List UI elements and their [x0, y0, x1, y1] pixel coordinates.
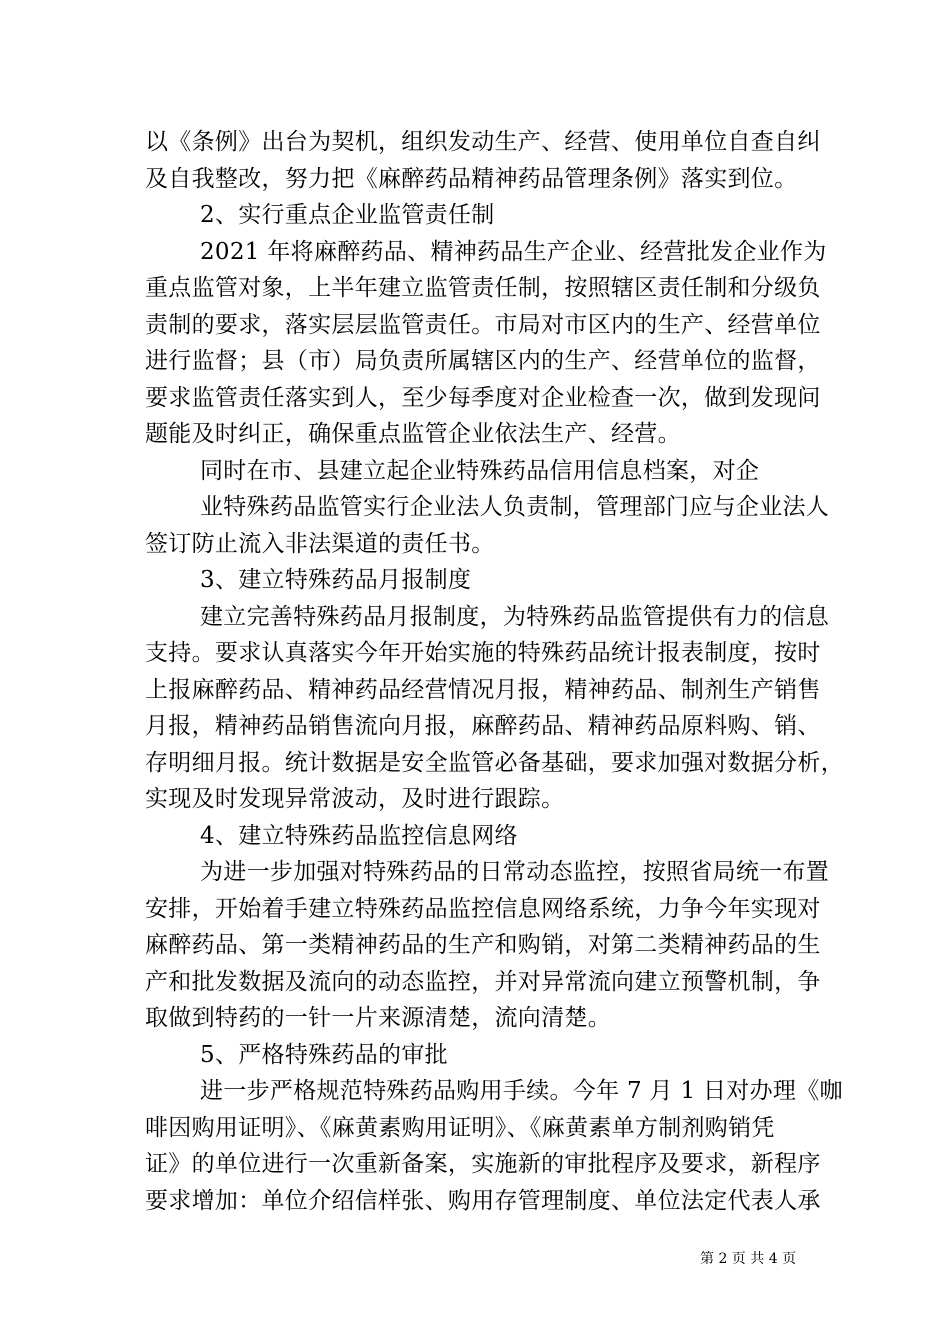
text-line: 业特殊药品监管实行企业法人负责制，管理部门应与企业法人: [200, 494, 830, 520]
section-heading: 2、实行重点企业监管责任制: [200, 202, 495, 228]
text-line: 支持。要求认真落实今年开始实施的特殊药品统计报表制度，按时: [145, 640, 821, 666]
text-line: 存明细月报。统计数据是安全监管必备基础，要求加强对数据分析，: [145, 749, 844, 776]
text-line: 题能及时纠正，确保重点监管企业依法生产、经营。: [145, 421, 681, 447]
text-line: 实现及时发现异常波动，及时进行跟踪。: [145, 786, 565, 812]
text-line: 重点监管对象，上半年建立监管责任制，按照辖区责任制和分级负: [145, 275, 821, 301]
page-number-footer: 第 2 页 共 4 页: [700, 1251, 797, 1267]
text-line: 产和批发数据及流向的动态监控，并对异常流向建立预警机制，争: [145, 968, 821, 995]
text-line: 为进一步加强对特殊药品的日常动态监控，按照省局统一布置: [200, 859, 830, 885]
text-line: 进行监督；县（市）局负责所属辖区内的生产、经营单位的监督，: [145, 348, 821, 374]
section-heading: 3、建立特殊药品月报制度: [200, 567, 472, 593]
text-line: 及自我整改，努力把《麻醉药品精神药品管理条例》落实到位。: [145, 165, 798, 192]
text-line: 啡因购用证明》、《麻黄素购用证明》、《麻黄素单方制剂购销凭: [145, 1114, 775, 1141]
text-line: 责制的要求，落实层层监管责任。市局对市区内的生产、经营单位: [145, 311, 821, 338]
body-text: [145, 124, 844, 1219]
section-heading: 4、建立特殊药品监控信息网络: [200, 822, 518, 849]
text-line: 证》的单位进行一次重新备案，实施新的审批程序及要求，新程序: [145, 1151, 821, 1177]
text-line: 月报，精神药品销售流向月报，麻醉药品、精神药品原料购、销、: [145, 713, 821, 739]
text-line: 取做到特药的一针一片来源清楚，流向清楚。: [145, 1005, 611, 1031]
text-line: 同时在市、县建立起企业特殊药品信用信息档案，对企: [200, 457, 760, 484]
text-line: 要求监管责任落实到人，至少每季度对企业检查一次，做到发现问: [145, 384, 821, 411]
text-line: 进一步严格规范特殊药品购用手续。今年 7 月 1 日对办理《咖: [200, 1078, 843, 1104]
text-line: 安排，开始着手建立特殊药品监控信息网络系统，力争今年实现对: [145, 895, 821, 922]
text-line: 要求增加：单位介绍信样张、购用存管理制度、单位法定代表人承: [145, 1187, 821, 1214]
text-line: 签订防止流入非法渠道的责任书。: [145, 530, 495, 557]
text-line: 建立完善特殊药品月报制度，为特殊药品监管提供有力的信息: [200, 603, 830, 630]
text-line: 麻醉药品、第一类精神药品的生产和购销，对第二类精神药品的生: [145, 932, 821, 958]
text-line: 2021 年将麻醉药品、精神药品生产企业、经营批发企业作为: [200, 238, 827, 265]
text-line: 以《条例》出台为契机，组织发动生产、经营、使用单位自查自纠: [145, 129, 821, 155]
section-heading: 5、严格特殊药品的审批: [200, 1041, 448, 1068]
text-line: 上报麻醉药品、精神药品经营情况月报，精神药品、制剂生产销售: [145, 676, 821, 703]
